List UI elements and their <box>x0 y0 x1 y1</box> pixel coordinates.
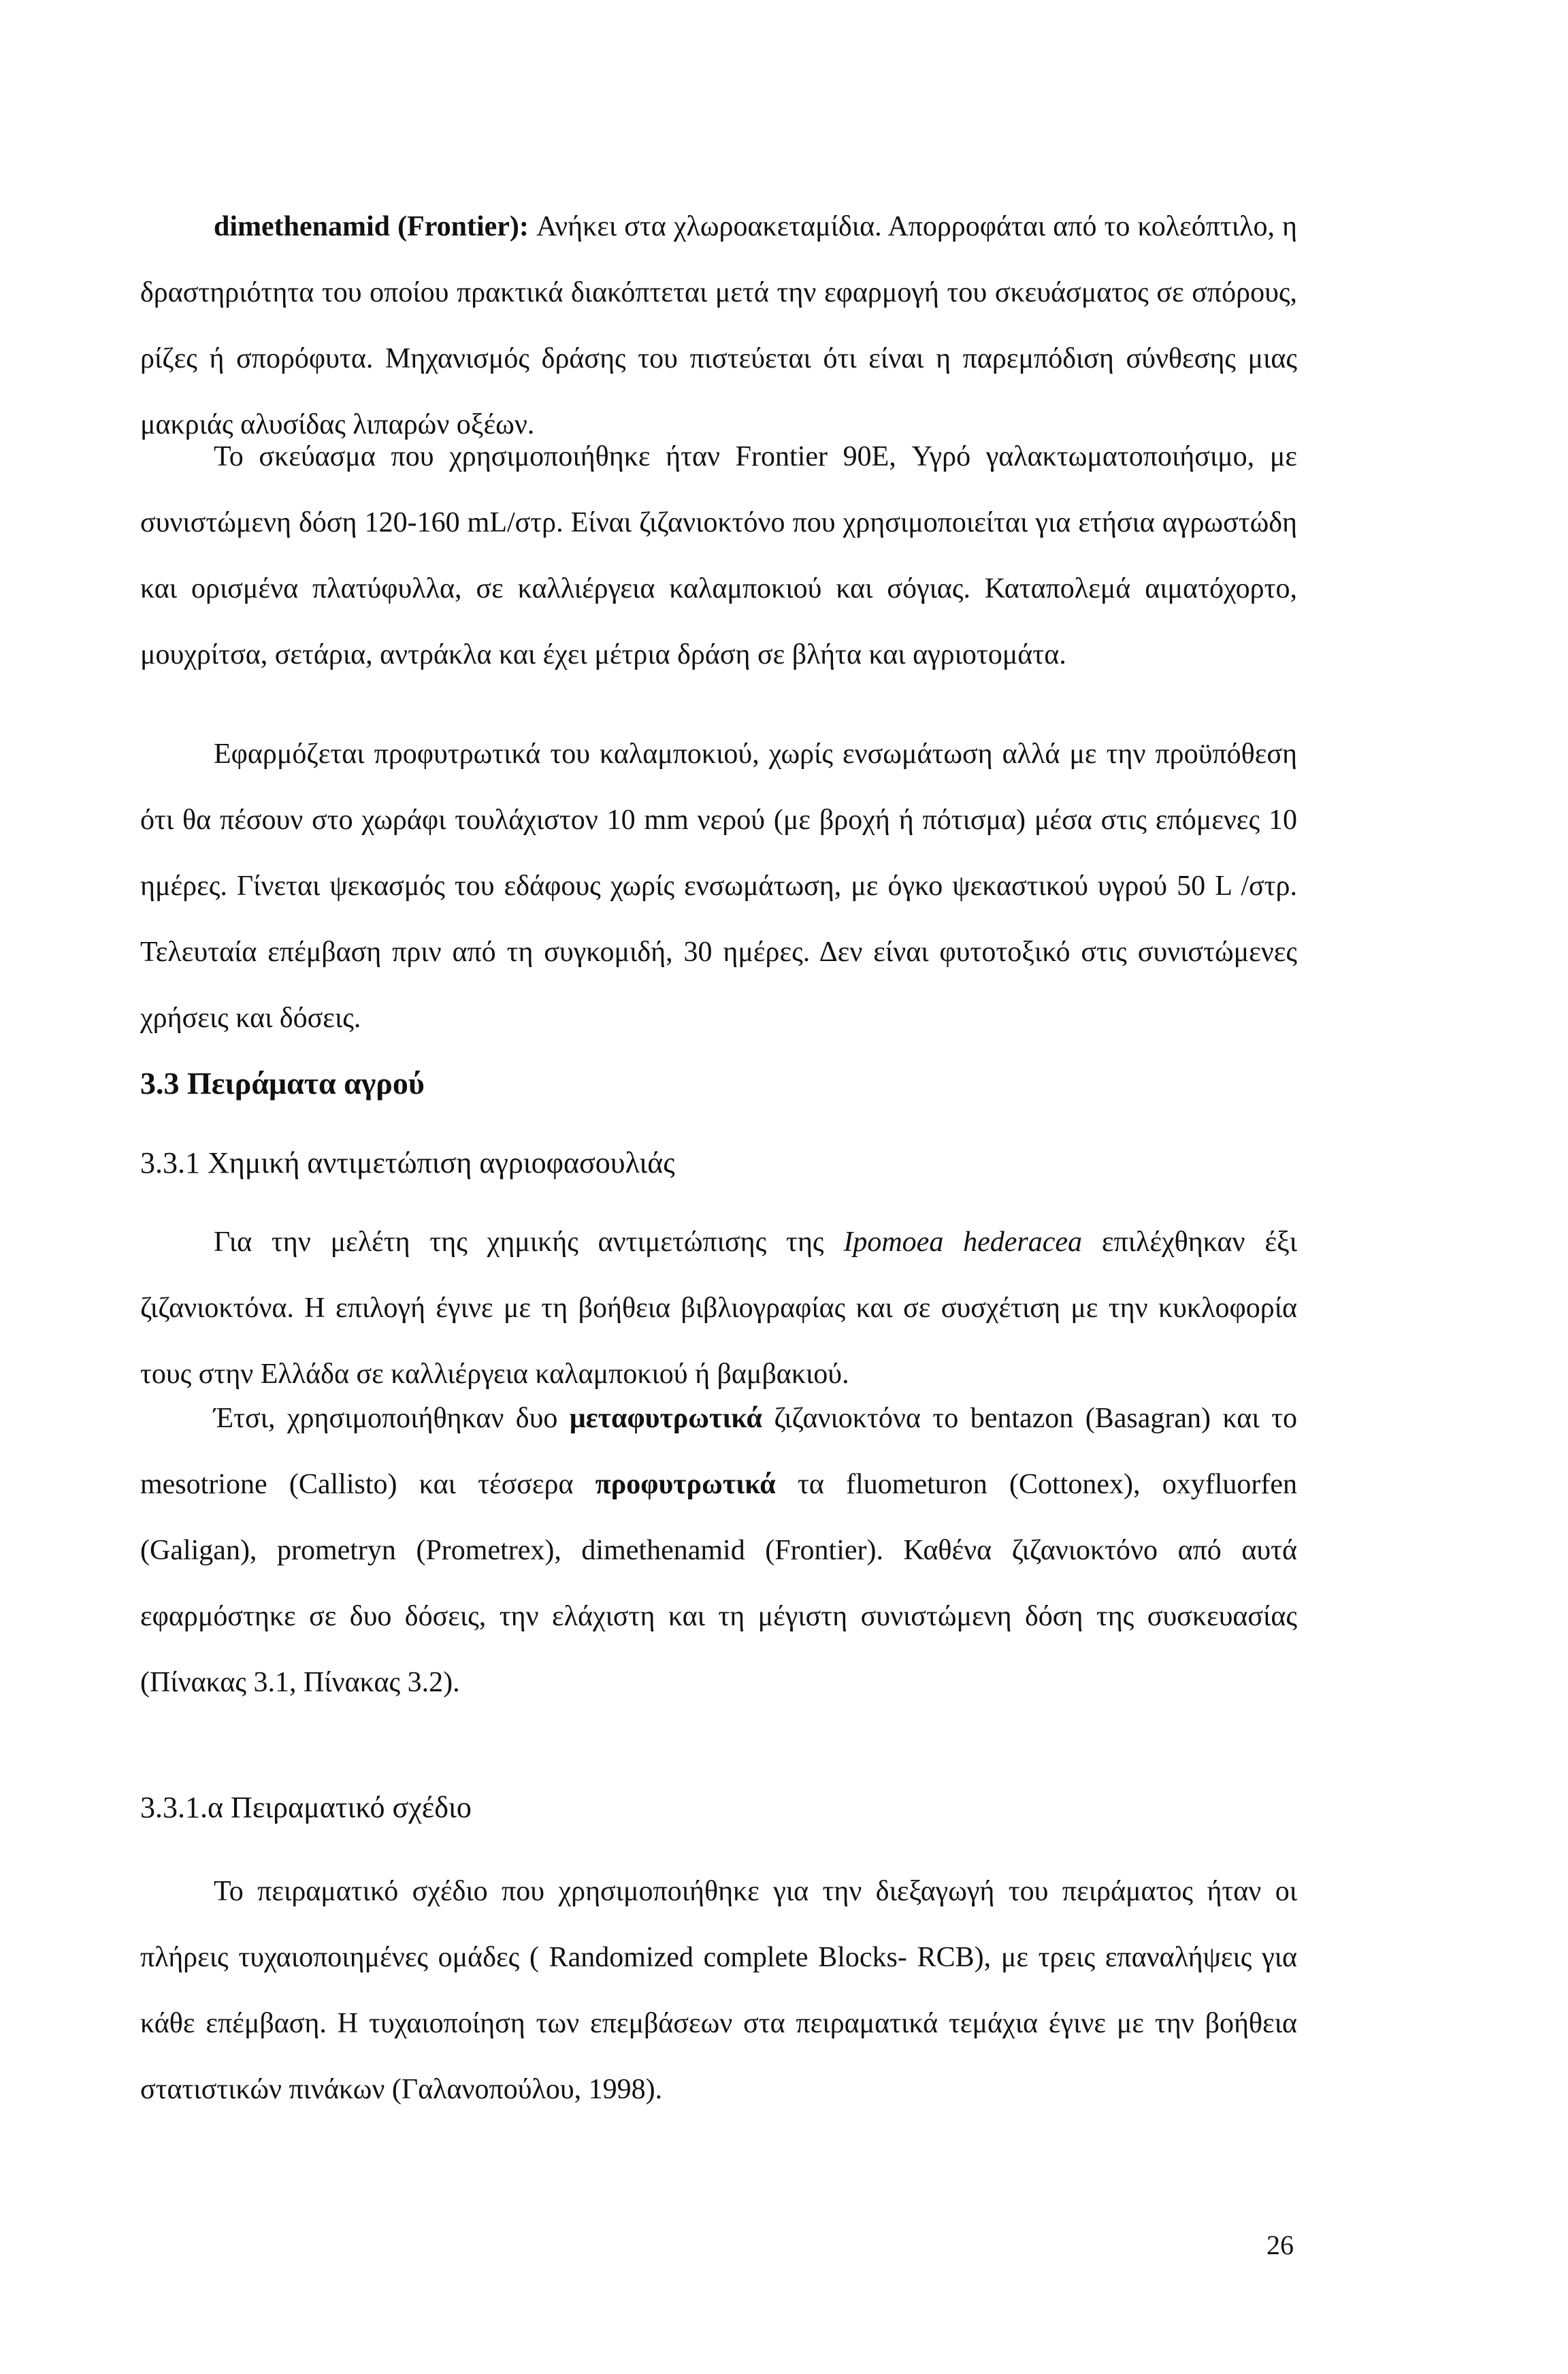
paragraph-dimethenamid <box>140 194 1297 458</box>
species-name: Ipomoea hederacea <box>843 1226 1083 1258</box>
paragraph-study <box>140 1209 1297 1408</box>
paragraph-herbicides-part1: Έτσι, χρησιμοποιήθηκαν δυο <box>214 1403 570 1434</box>
page-number: 26 <box>1267 2230 1294 2260</box>
paragraph-application: Εφαρμόζεται προφυτρωτικά του καλαμποκιού, χωρίς ενσωμάτωση αλλά με την προϋπόθεση ότι θα πέσουν στο χωράφι τουλάχιστον 10 mm νερού (με βροχή ή πότισμα) μέσα στις επόμενες 10 ημέρες. Γίνεται ψεκασμός του εδάφους χωρίς ενσωμάτωση, με όγκο ψεκαστικού υγρού 50 L /στρ. Τελευταία επέμβαση πριν από τη συγκομιδή, 30 ημέρες. Δεν είναι φυτοτοξικό στις συνιστώμενες χρήσεις και δόσεις. <box>140 738 1297 1034</box>
postemergence-term: μεταφυτρωτικά <box>569 1403 762 1434</box>
subsubsection-heading: 3.3.1.α Πειραματικό σχέδιο <box>140 1791 472 1824</box>
paragraph-design: Το πειραματικό σχέδιο που χρησιμοποιήθηκε για την διεξαγωγή του πειράματος ήταν οι πλήρεις τυχαιοποιημένες ομάδες ( Randomized complete Blocks- RCB), με τρεις επαναλήψεις για κάθε επέμβαση. Η τυχαιοποίηση των επεμβάσεων στα πειραματικά τεμάχια έγινε με την βοήθεια στατιστικών πινάκων (Γαλανοπούλου, 1998). <box>140 1876 1297 2105</box>
paragraph-dimethenamid-text: Ανήκει στα χλωροακεταμίδια. Απορροφάται από το κολεόπτιλο, η δραστηριότητα του οποίου πρακτικά διακόπτεται μετά την εφαρμογή του σκευάσματος σε σπόρους, ρίζες ή σπορόφυτα. Μηχανισμός δράσης του πιστεύεται ότι είναι η παρεμπόδιση σύνθεσης μιας μακριάς αλυσίδας λιπαρών οξέων. <box>140 211 1297 440</box>
preemergence-term: προφυτρωτικά <box>595 1469 776 1500</box>
paragraph-herbicides <box>140 1386 1297 1716</box>
subsection-heading: 3.3.1 Χημική αντιμετώπιση αγριοφασουλιάς <box>140 1146 675 1180</box>
paragraph-herbicides-part2: ζιζανιοκτόνα το bentazon (Basagran) και το mesotrione (Callisto) και τέσσερα <box>140 1403 1297 1500</box>
paragraph-study-after: επιλέχθηκαν έξι ζιζανιοκτόνα. Η επιλογή έγινε με τη βοήθεια βιβλιογραφίας και σε συσχέτιση με την κυκλοφορία τους στην Ελλάδα σε καλλιέργεια καλαμποκιού ή βαμβακιού. <box>140 1226 1297 1390</box>
herbicide-term: dimethenamid (Frontier): <box>214 211 529 242</box>
paragraph-study-before: Για την μελέτη της χημικής αντιμετώπισης της <box>214 1226 844 1258</box>
section-heading: 3.3 Πειράματα αγρού <box>140 1066 425 1101</box>
paragraph-formulation: Το σκεύασμα που χρησιμοποιήθηκε ήταν Frontier 90E, Υγρό γαλακτωματοποιήσιμο, με συνιστώμενη δόση 120-160 mL/στρ. Είναι ζιζανιοκτόνο που χρησιμοποιείται για ετήσια αγρωστώδη και ορισμένα πλατύφυλλα, σε καλλιέργεια καλαμποκιού και σόγιας. Καταπολεμά αιματόχορτο, μουχρίτσα, σετάρια, αντράκλα και έχει μέτρια δράση σε βλήτα και αγριοτομάτα. <box>140 441 1297 670</box>
paragraph-herbicides-part3: τα fluometuron (Cottonex), oxyfluorfen (Galigan), prometryn (Prometrex), dimethenamid (Frontier). Καθένα ζιζανιοκτόνο από αυτά εφαρμόστηκε σε δυο δόσεις, την ελάχιστη και τη μέγιστη συνιστώμενη δόση της συσκευασίας (Πίνακας 3.1, Πίνακας 3.2). <box>140 1469 1297 1698</box>
